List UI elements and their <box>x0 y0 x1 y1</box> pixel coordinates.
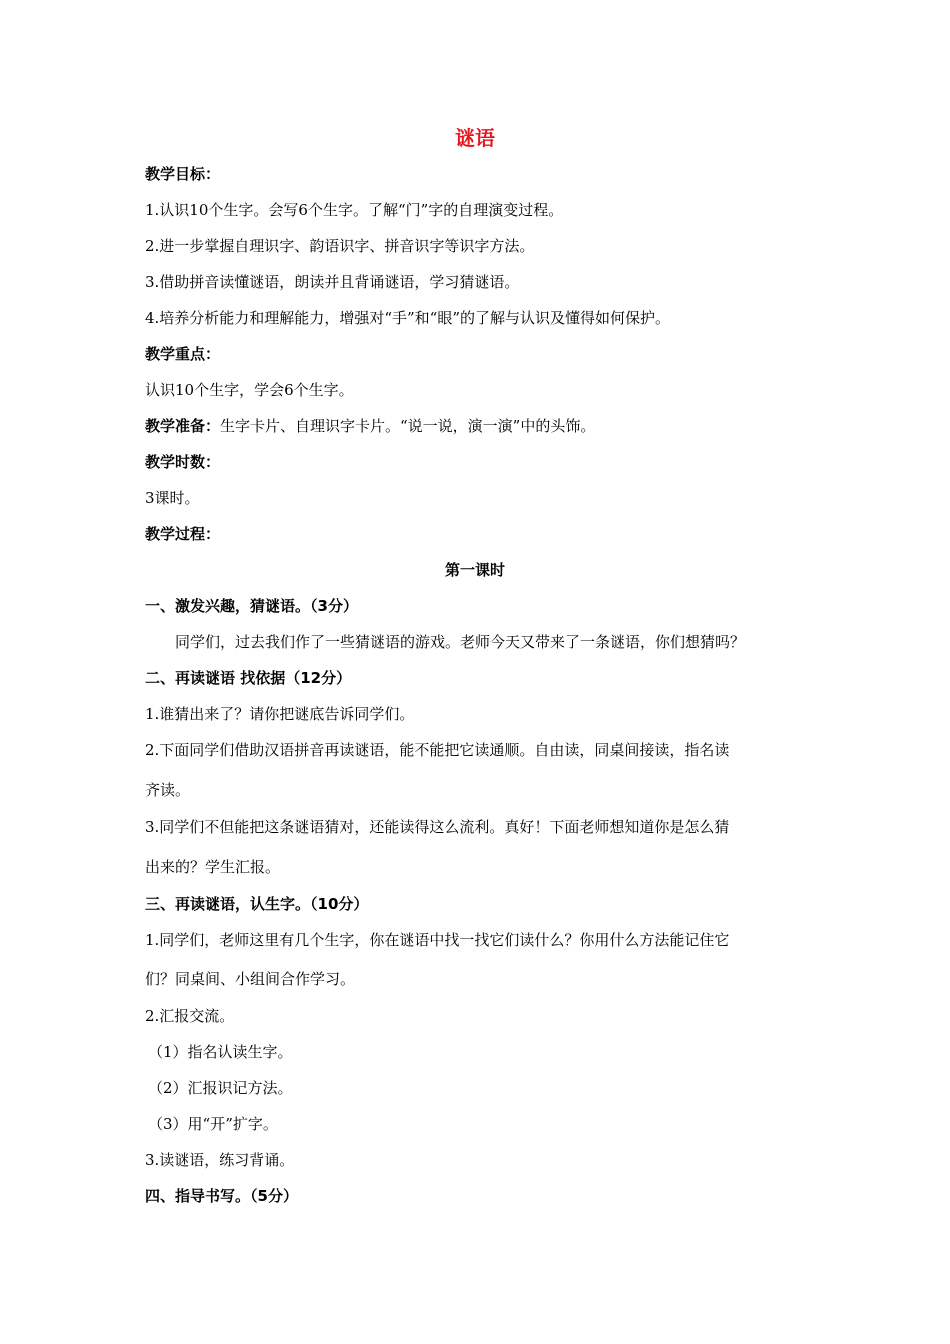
section2-line: 1.谁猜出来了？请你把谜底告诉同学们。 <box>145 705 415 723</box>
section3-line: 3.读谜语，练习背诵。 <box>145 1151 295 1169</box>
goals-heading: 教学目标： <box>145 165 221 183</box>
section3-sub-item: （1）指名认读生字。 <box>148 1043 293 1061</box>
goal-item: 4.培养分析能力和理解能力，增强对“手”和“眼”的了解与认识及懂得如何保护。 <box>145 309 670 327</box>
section3-sub-item: （2）汇报识记方法。 <box>148 1079 293 1097</box>
section4-heading: 四、指导书写。（5分） <box>145 1187 298 1205</box>
goal-item: 1.认识10个生字。会写6个生字。了解“门”字的自理演变过程。 <box>145 201 564 219</box>
section2-line: 2.下面同学们借助汉语拼音再读谜语，能不能把它读通顺。自由读，同桌间接读，指名读 <box>145 741 730 759</box>
section2-line: 出来的？学生汇报。 <box>145 858 281 876</box>
process-heading: 教学过程： <box>145 525 221 543</box>
section3-line: 们？同桌间、小组间合作学习。 <box>145 970 356 988</box>
preparation-label: 教学准备： <box>145 417 221 435</box>
goal-item: 2.进一步掌握自理识字、韵语识字、拼音识字等识字方法。 <box>145 237 535 255</box>
document-title: 谜语 <box>455 126 495 150</box>
section2-heading: 二、再读谜语 找依据（12分） <box>145 669 352 687</box>
lesson-heading: 第一课时 <box>444 561 505 579</box>
key-points-text: 认识10个生字，学会6个生字。 <box>145 381 354 399</box>
key-points-heading: 教学重点： <box>145 345 221 363</box>
hours-heading: 教学时数： <box>145 453 221 471</box>
section3-sub-item: （3）用“开”扩字。 <box>148 1115 278 1133</box>
section1-text: 同学们，过去我们作了一些猜谜语的游戏。老师今天又带来了一条谜语，你们想猜吗？ <box>175 633 746 651</box>
section2-line: 3.同学们不但能把这条谜语猜对，还能读得这么流利。真好！下面老师想知道你是怎么猜 <box>145 818 730 836</box>
goal-item: 3.借助拼音读懂谜语，朗读并且背诵谜语，学习猜谜语。 <box>145 273 520 291</box>
section3-line: 2.汇报交流。 <box>145 1007 235 1025</box>
preparation-line <box>145 415 810 437</box>
section1-heading: 一、激发兴趣，猜谜语。（3分） <box>145 597 358 615</box>
section2-line: 齐读。 <box>145 781 191 799</box>
preparation-text: 生字卡片、自理识字卡片。“说一说，演一演”中的头饰。 <box>220 417 596 435</box>
section3-line: 1.同学们，老师这里有几个生字，你在谜语中找一找它们读什么？你用什么方法能记住它 <box>145 931 730 949</box>
section3-heading: 三、再读谜语，认生字。（10分） <box>145 895 369 913</box>
hours-text: 3课时。 <box>145 489 200 507</box>
